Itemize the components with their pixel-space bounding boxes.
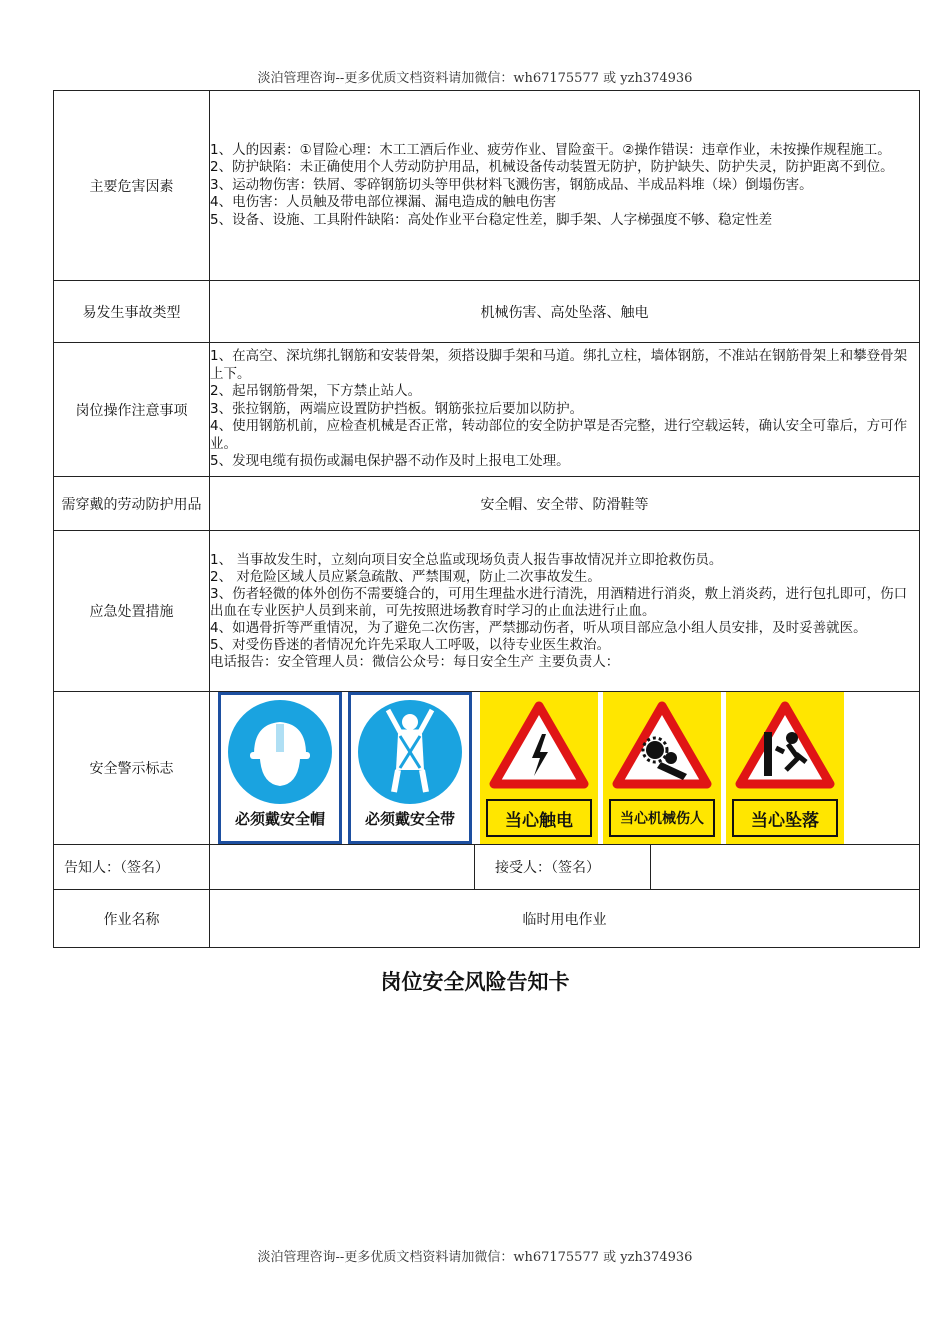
notes-label: 岗位操作注意事项: [54, 343, 210, 477]
sign-falling: [726, 692, 844, 844]
sign-machinery: [603, 692, 721, 844]
emergency-line: 3、伤者轻微的体外创伤不需要缝合的，可用生理盐水进行清洗，用酒精进行消炎，敷上消炎药，进行包扎即可，伤口出血在专业医护人员到来前，可先按照进场教育时学习的止血法进行止血。: [210, 585, 908, 619]
signs-content: [210, 692, 920, 845]
sign-caption: 当心坠落: [751, 811, 819, 831]
accidents-label: 易发生事故类型: [54, 281, 210, 343]
sign-caption: 当心触电: [505, 811, 573, 831]
emergency-phone-line: 电话报告：安全管理人员：微信公众号：每日安全生产 主要负责人：: [210, 653, 620, 670]
accidents-row: [54, 281, 920, 343]
note-line: 2、起吊钢筋骨架，下方禁止站人。: [210, 383, 422, 400]
emergency-line: 4、如遇骨折等严重情况，为了避免二次伤害，严禁挪动伤者，听从项目部应急小组人员安排，及时妥善就医。: [210, 619, 867, 636]
ppe-row: [54, 477, 920, 531]
sign-harness: [348, 692, 472, 844]
notifier-signature-field[interactable]: [210, 845, 475, 890]
page-footer: 淡泊管理咨询--更多优质文档资料请加微信：wh67175577 或 yzh374936: [257, 1250, 693, 1265]
page-header: 淡泊管理咨询--更多优质文档资料请加微信：wh67175577 或 yzh374936: [257, 71, 693, 86]
emergency-content: [210, 531, 920, 692]
hazard-line: 3、运动物伤害：铁屑、零碎钢筋切头等甲供材料飞溅伤害，钢筋成品、半成品料堆（垛）倒塌伤害。: [210, 176, 813, 193]
hazard-line: 4、电伤害：人员触及带电部位裸漏、漏电造成的触电伤害: [210, 194, 557, 211]
job-value: 临时用电作业: [210, 890, 920, 948]
sign-caption: 当心机械伤人: [620, 811, 704, 827]
receiver-label: 接受人：（签名）: [475, 845, 651, 890]
receiver-signature-field[interactable]: [651, 845, 920, 890]
notes-row: [54, 343, 920, 477]
emergency-line: 5、对受伤昏迷的者情况允许先采取人工呼吸，以待专业医生救治。: [210, 636, 611, 653]
sign-electric: [480, 692, 598, 844]
hazards-label: 主要危害因素: [54, 91, 210, 281]
signs-row: [54, 692, 920, 845]
signature-row: [54, 845, 920, 890]
hazard-line: 5、设备、设施、工具附件缺陷：高处作业平台稳定性差，脚手架、人字梯强度不够、稳定性差: [210, 211, 773, 228]
emergency-label: 应急处置措施: [54, 531, 210, 692]
job-row: [54, 890, 920, 948]
emergency-row: [54, 531, 920, 692]
accidents-value: 机械伤害、高处坠落、触电: [210, 281, 920, 343]
hazards-content: [210, 91, 920, 281]
ppe-label: 需穿戴的劳动防护用品: [54, 477, 210, 531]
risk-card-table: [53, 90, 920, 948]
page-title: 岗位安全风险告知卡: [380, 970, 570, 994]
note-line: 3、张拉钢筋，两端应设置防护挡板。钢筋张拉后要加以防护。: [210, 400, 584, 417]
note-line: 1、在高空、深坑绑扎钢筋和安装骨架，须搭设脚手架和马道。绑扎立柱，墙体钢筋，不准站在钢筋骨架上和攀登骨架上下。: [210, 348, 908, 382]
ppe-value: 安全帽、安全带、防滑鞋等: [210, 477, 920, 531]
note-line: 5、发现电缆有损伤或漏电保护器不动作及时上报电工处理。: [210, 453, 570, 470]
sign-caption: 必须戴安全帽: [234, 810, 325, 828]
signs-label: 安全警示标志: [54, 692, 210, 845]
sign-hardhat: [218, 692, 342, 844]
notifier-label: 告知人：（签名）: [54, 845, 210, 890]
emergency-line: 1、 当事故发生时，立刻向项目安全总监或现场负责人报告事故情况并立即抢救伤员。: [210, 551, 723, 568]
notes-content: [210, 343, 920, 477]
emergency-line: 2、 对危险区域人员应紧急疏散、严禁围观，防止二次事故发生。: [210, 568, 601, 585]
note-line: 4、使用钢筋机前，应检查机械是否正常，转动部位的安全防护罩是否完整，进行空载运转，确认安全可靠后，方可作业。: [210, 418, 908, 452]
hazard-line: 2、防护缺陷：未正确使用个人劳动防护用品，机械设备传动装置无防护，防护缺失、防护失灵，防护距离不到位。: [210, 159, 894, 176]
job-label: 作业名称: [54, 890, 210, 948]
hazard-line: 1、人的因素：①冒险心理：木工工酒后作业、疲劳作业、冒险蛮干。②操作错误：违章作业，未按操作规程施工。: [210, 141, 891, 158]
hazards-row: [54, 91, 920, 281]
sign-caption: 必须戴安全带: [364, 810, 455, 828]
